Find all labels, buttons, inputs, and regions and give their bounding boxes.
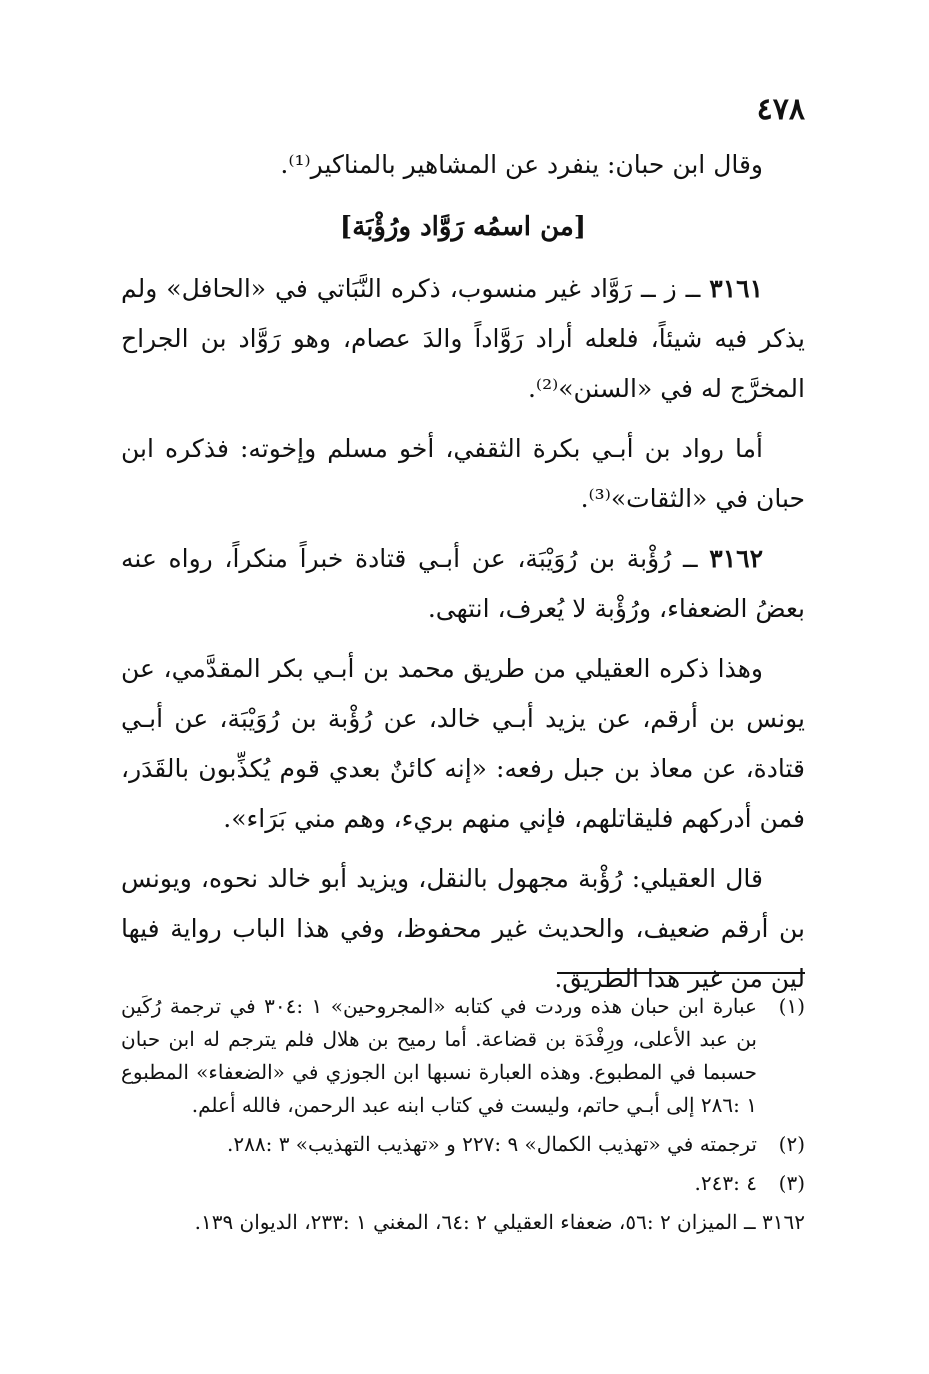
entry-text: قال العقيلي: رُؤْبة مجهول بالنقل، ويزيد أبو خالد نحوه، ويونس بن أرقم ضعيف، والحديث غير محفوظ، وفي هذا الباب رواية فيها لين من غير هذا الطريق. bbox=[121, 864, 805, 993]
entry-text: ــ رُؤْبة بن رُوَيْبَة، عن أبـي قتادة خبراً منكراً، رواه عنه بعضُ الضعفاء، ورُؤْبة لا يُعرف، انتهى. bbox=[121, 544, 805, 623]
page-number: ٤٧٨ bbox=[756, 92, 805, 127]
footnotes bbox=[121, 990, 805, 1239]
entry-paragraph bbox=[121, 534, 805, 634]
entry-paragraph bbox=[121, 854, 805, 1004]
section-heading: [من اسمُه رَوَّاد ورُؤْبَة] bbox=[339, 212, 587, 242]
footnote-text: ترجمته في «تهذيب الكمال» ٩ :٢٢٧ و «تهذيب التهذيب» ٣ :٢٨٨. bbox=[227, 1132, 757, 1156]
entry-number: ٣١٦٢ bbox=[709, 544, 763, 573]
entry-paragraph bbox=[121, 424, 805, 524]
entry-text: أما رواد بن أبـي بكرة الثقفي، أخو مسلم وإخوته: فذكره ابن حبان في «الثقات»⁽³⁾. bbox=[121, 434, 805, 513]
footnote-mark: (٣) bbox=[778, 1171, 805, 1195]
entry-paragraph bbox=[121, 644, 805, 844]
footnote-mark: (١) bbox=[778, 994, 805, 1018]
footnote-text: عبارة ابن حبان هذه وردت في كتابه «المجروحين» ١ :٣٠٤ في ترجمة رُكَين بن عبد الأعلى، ورِفْدَة بن قضاعة. أما رميح بن هلال فلم يترجم له ابن حبان حسبما في المطبوع. وهذه العبارة نسبها ابن الجوزي في «الضعفاء» المطبوع ١ :٢٨٦ إلى أبـي حاتم، وليست في كتاب ابنه عبد الرحمن، فالله أعلم. bbox=[121, 994, 757, 1117]
entry-paragraph bbox=[121, 264, 805, 414]
footnote bbox=[121, 1128, 805, 1161]
intro-paragraph: وقال ابن حبان: ينفرد عن المشاهير بالمناكير⁽¹⁾. bbox=[280, 150, 763, 179]
source-references: ٣١٦٢ ــ الميزان ٢ :٥٦، ضعفاء العقيلي ٢ :٦٤، المغني ١ :٢٣٣، الديوان ١٣٩. bbox=[194, 1210, 805, 1234]
entry-text: وهذا ذكره العقيلي من طريق محمد بن أبـي بكر المقدَّمي، عن يونس بن أرقم، عن يزيد أبـي خالد، عن رُؤْبة بن رُوَيْبَة، عن أبـي قتادة، عن معاذ بن جبل رفعه: «إنه كائنٌ بعدي قوم يُكذِّبون بالقَدَر، فمن أدركهم فليقاتلهم، فإني منهم بريء، وهم مني بَرَاء». bbox=[121, 654, 805, 833]
footnote bbox=[121, 990, 805, 1122]
entry-number: ٣١٦١ bbox=[709, 274, 763, 303]
entry-text: ــ ز ــ رَوَّاد غير منسوب، ذكره النَّبَاتي في «الحافل» ولم يذكر فيه شيئاً، فلعله أراد رَوَّاداً والدَ عصام، وهو رَوَّاد بن الجراح المخرَّج له في «السنن»⁽²⁾. bbox=[121, 274, 805, 403]
main-text bbox=[121, 140, 805, 1014]
footnote-separator bbox=[557, 972, 805, 974]
footnote-text: ٤ :٢٤٣. bbox=[694, 1171, 757, 1195]
footnote-mark: (٢) bbox=[778, 1132, 805, 1156]
footnote bbox=[121, 1167, 805, 1200]
